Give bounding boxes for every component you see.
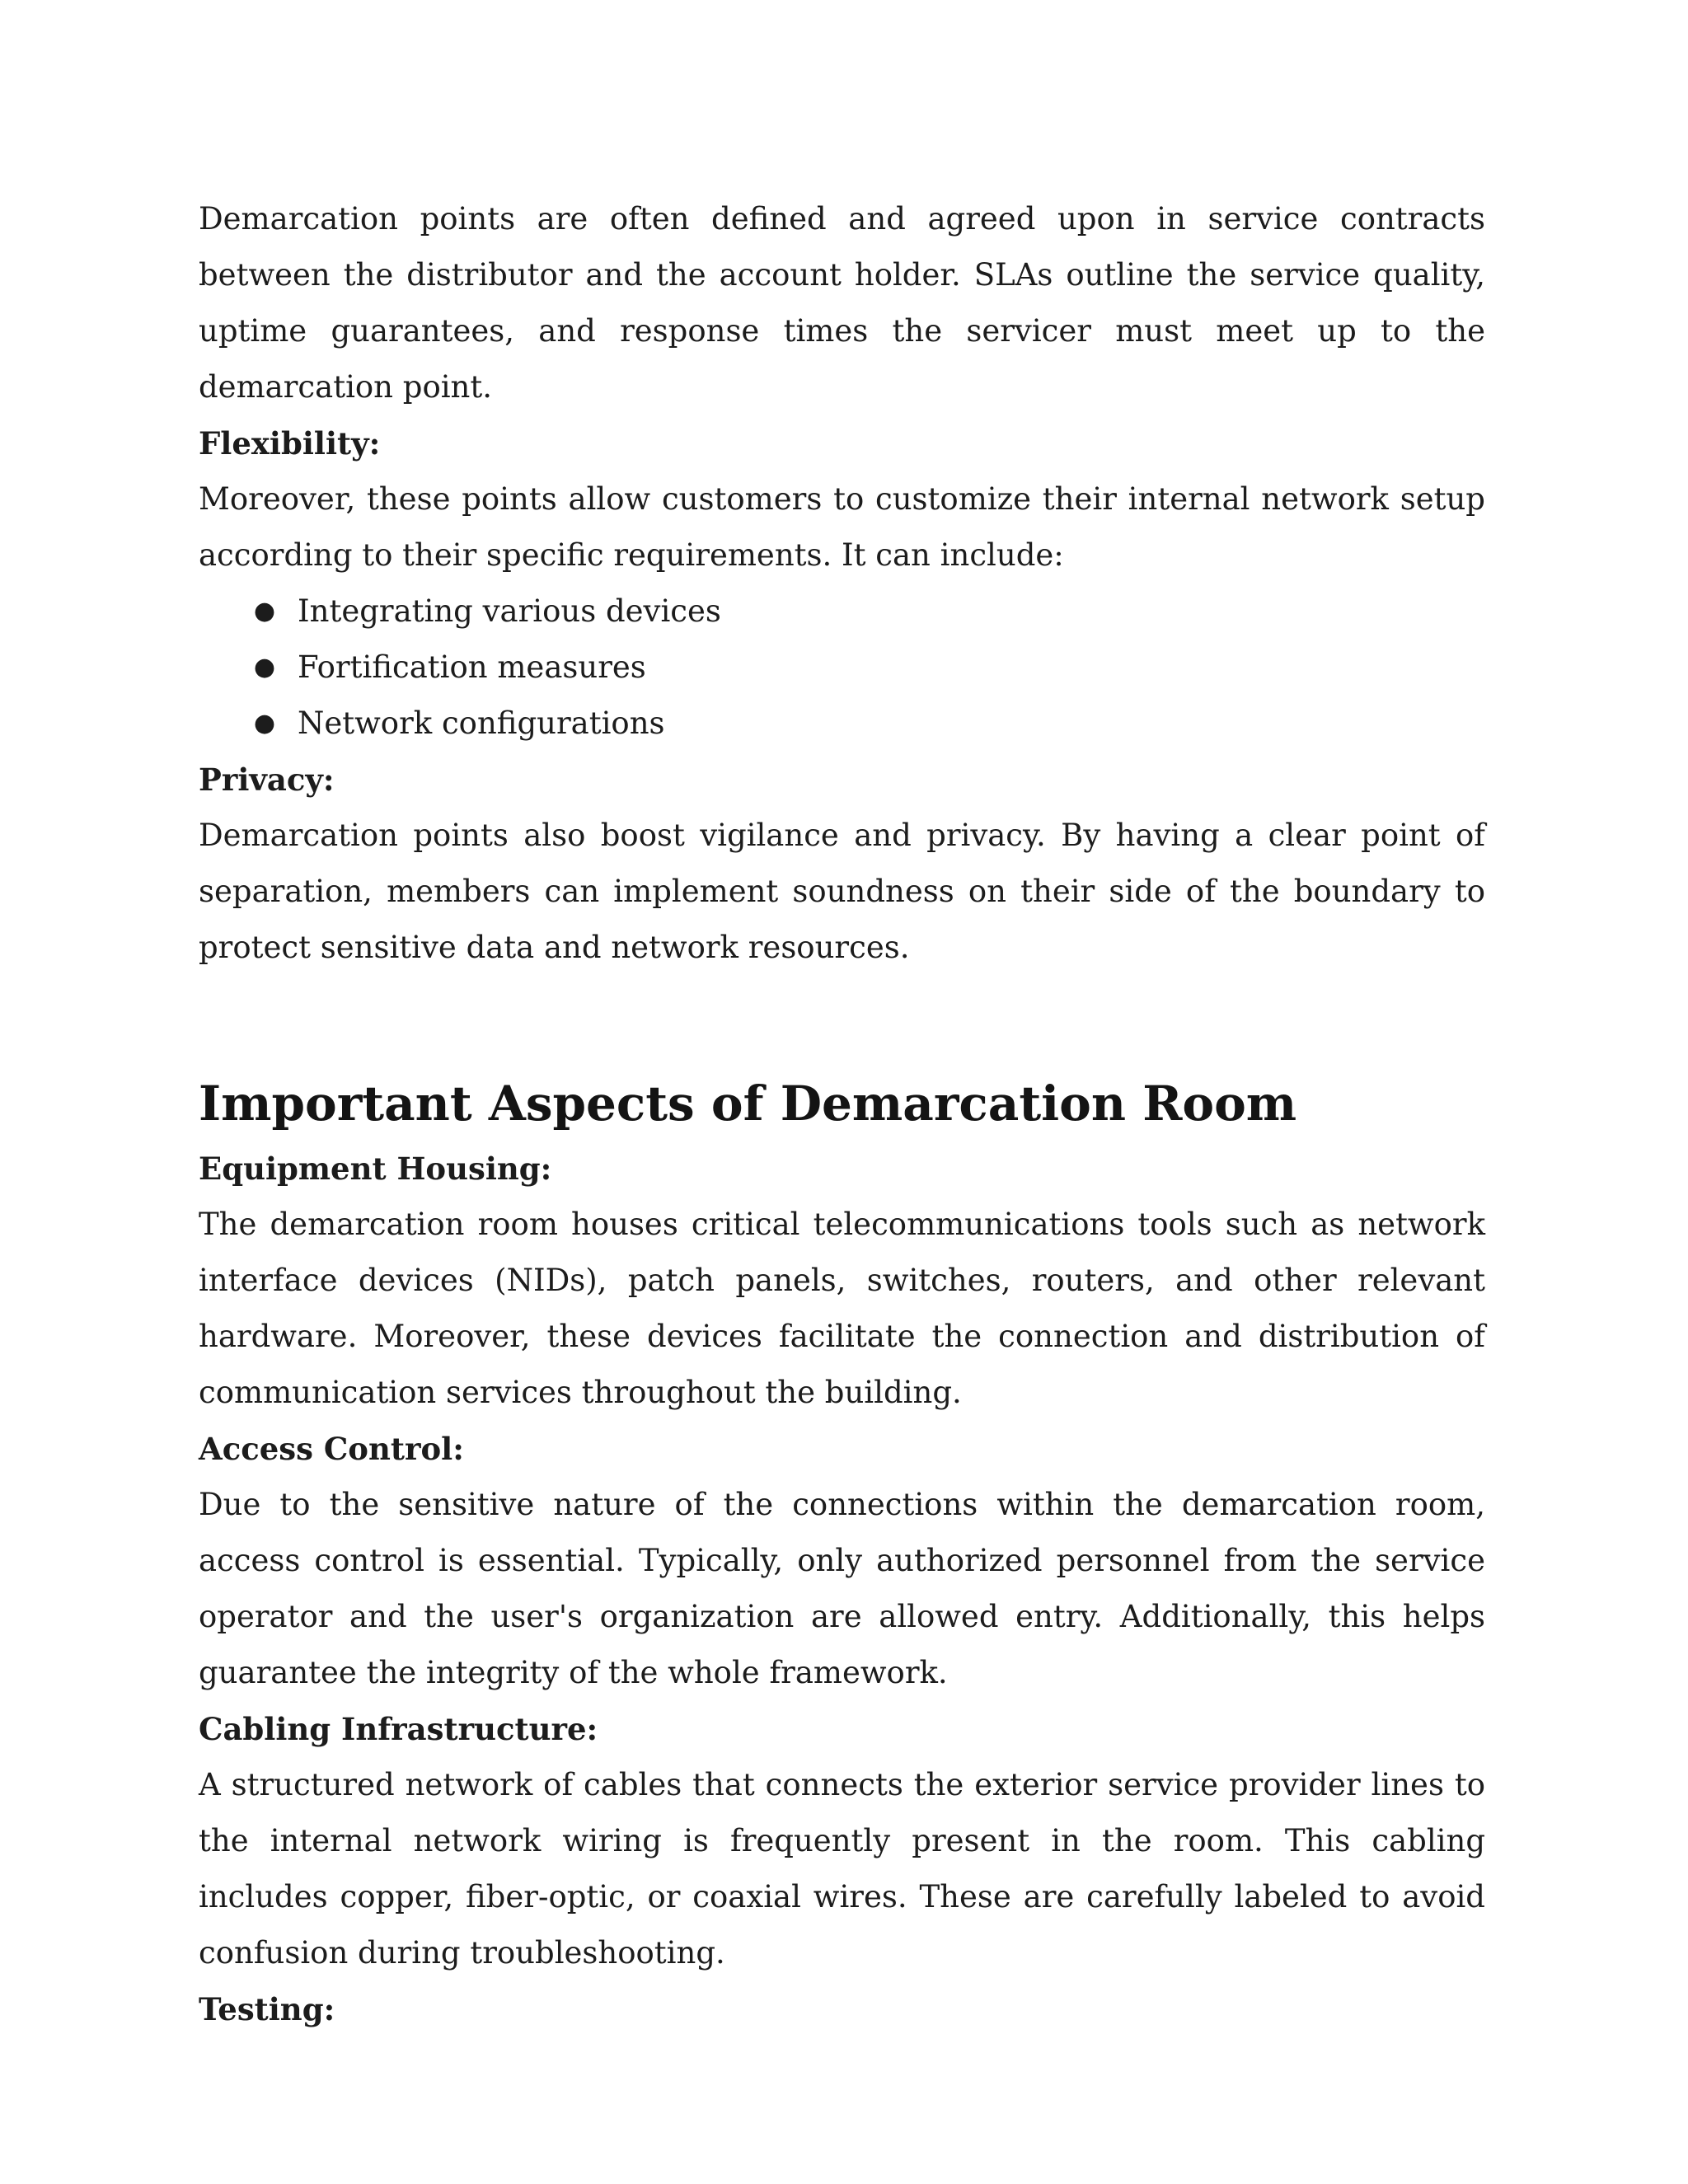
intro-paragraph: Demarcation points are often defined and agreed upon in service contracts between the distributor and the account holder. SLAs outline the service quality, uptime guarantees, and response times the servicer must meet up to the demarcation point. bbox=[199, 201, 1485, 405]
cabling-infrastructure-paragraph: A structured network of cables that connects the exterior service provider lines to the internal network wiring is frequently present in the room. This cabling includes copper, fiber-optic, or coaxial wires. These are carefully labeled to avoid confusion during troubleshooting. bbox=[199, 1767, 1485, 1971]
testing-heading: Testing: bbox=[199, 1991, 335, 2027]
privacy-heading: Privacy: bbox=[199, 762, 335, 798]
list-item bbox=[248, 696, 1485, 752]
section-title: Important Aspects of Demarcation Room bbox=[199, 1076, 1297, 1132]
list-item-text: Integrating various devices bbox=[298, 593, 721, 629]
cabling-infrastructure-heading: Cabling Infrastructure: bbox=[199, 1711, 598, 1747]
bullet-icon: ● bbox=[253, 597, 276, 626]
bullet-icon: ● bbox=[253, 653, 276, 682]
document-page bbox=[199, 191, 1485, 2037]
flexibility-list bbox=[199, 583, 1485, 752]
list-item-text: Fortification measures bbox=[298, 649, 646, 685]
list-item-text: Network configurations bbox=[298, 705, 665, 741]
access-control-paragraph: Due to the sensitive nature of the connections within the demarcation room, access control is essential. Typically, only authorized personnel from the service operator and the user's organization are allowed entry. Additionally, this helps guarantee the integrity of the whole framework. bbox=[199, 1487, 1485, 1690]
flexibility-paragraph: Moreover, these points allow customers to customize their internal network setup according to their specific requirements. It can include: bbox=[199, 481, 1485, 573]
list-item bbox=[248, 640, 1485, 696]
access-control-heading: Access Control: bbox=[199, 1431, 464, 1467]
equipment-housing-paragraph: The demarcation room houses critical telecommunications tools such as network interface devices (NIDs), patch panels, switches, routers, and other relevant hardware. Moreover, these devices facilitate the connection and distribution of communication services throughout the building. bbox=[199, 1207, 1485, 1410]
flexibility-heading: Flexibility: bbox=[199, 425, 381, 462]
list-item bbox=[248, 583, 1485, 640]
bullet-icon: ● bbox=[253, 709, 276, 738]
equipment-housing-heading: Equipment Housing: bbox=[199, 1151, 552, 1187]
privacy-paragraph: Demarcation points also boost vigilance and privacy. By having a clear point of separation, members can implement soundness on their side of the boundary to protect sensitive data and network resources. bbox=[199, 818, 1485, 965]
